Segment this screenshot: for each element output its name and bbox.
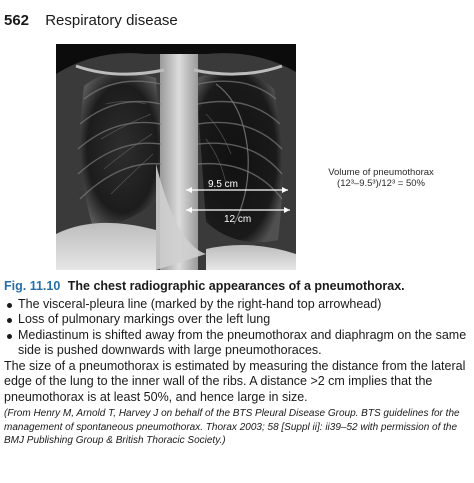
right-lung bbox=[80, 73, 164, 225]
chest-radiograph-figure bbox=[56, 44, 296, 270]
page-header bbox=[4, 12, 178, 29]
measure-label-upper: 9.5 cm bbox=[208, 179, 239, 190]
caption-bullet-list bbox=[4, 297, 470, 359]
annotation-line-2: (12³–9.5³)/12³ = 50% bbox=[337, 178, 425, 189]
section-title: Respiratory disease bbox=[45, 12, 178, 29]
list-item: The visceral-pleura line (marked by the right-hand top arrowhead) bbox=[4, 297, 470, 313]
figure-number: Fig. 11.10 bbox=[4, 279, 61, 293]
figure-caption bbox=[4, 279, 470, 448]
list-item: Loss of pulmonary markings over the left lung bbox=[4, 312, 470, 328]
volume-annotation bbox=[306, 167, 456, 189]
figure-title-text: The chest radiographic appearances of a pneumothorax. bbox=[67, 279, 405, 293]
list-item: Mediastinum is shifted away from the pneumothorax and diaphragm on the same side is pushed downwards with large pneumothoraces. bbox=[4, 328, 470, 359]
chest-xray-image bbox=[56, 44, 296, 270]
annotation-line-1: Volume of pneumothorax bbox=[328, 167, 434, 178]
figure-title bbox=[4, 279, 470, 295]
source-citation: (From Henry M, Arnold T, Harvey J on behalf of the BTS Pleural Disease Group. BTS guidelines for the management of spontaneous pneumothorax. Thorax 2003; 58 [Suppl ii]: ii39–52 with permission of the BMJ Publishing Group & British Thoracic Society.) bbox=[4, 408, 460, 446]
page-number: 562 bbox=[4, 12, 30, 29]
measure-label-lower: 12 cm bbox=[224, 214, 252, 225]
caption-paragraph: The size of a pneumothorax is estimated by measuring the distance from the lateral edge of the lung to the inner wall of the ribs. A distance >2 cm implies that the pneumothorax is at least 50%, and hence large in size. bbox=[4, 358, 466, 404]
